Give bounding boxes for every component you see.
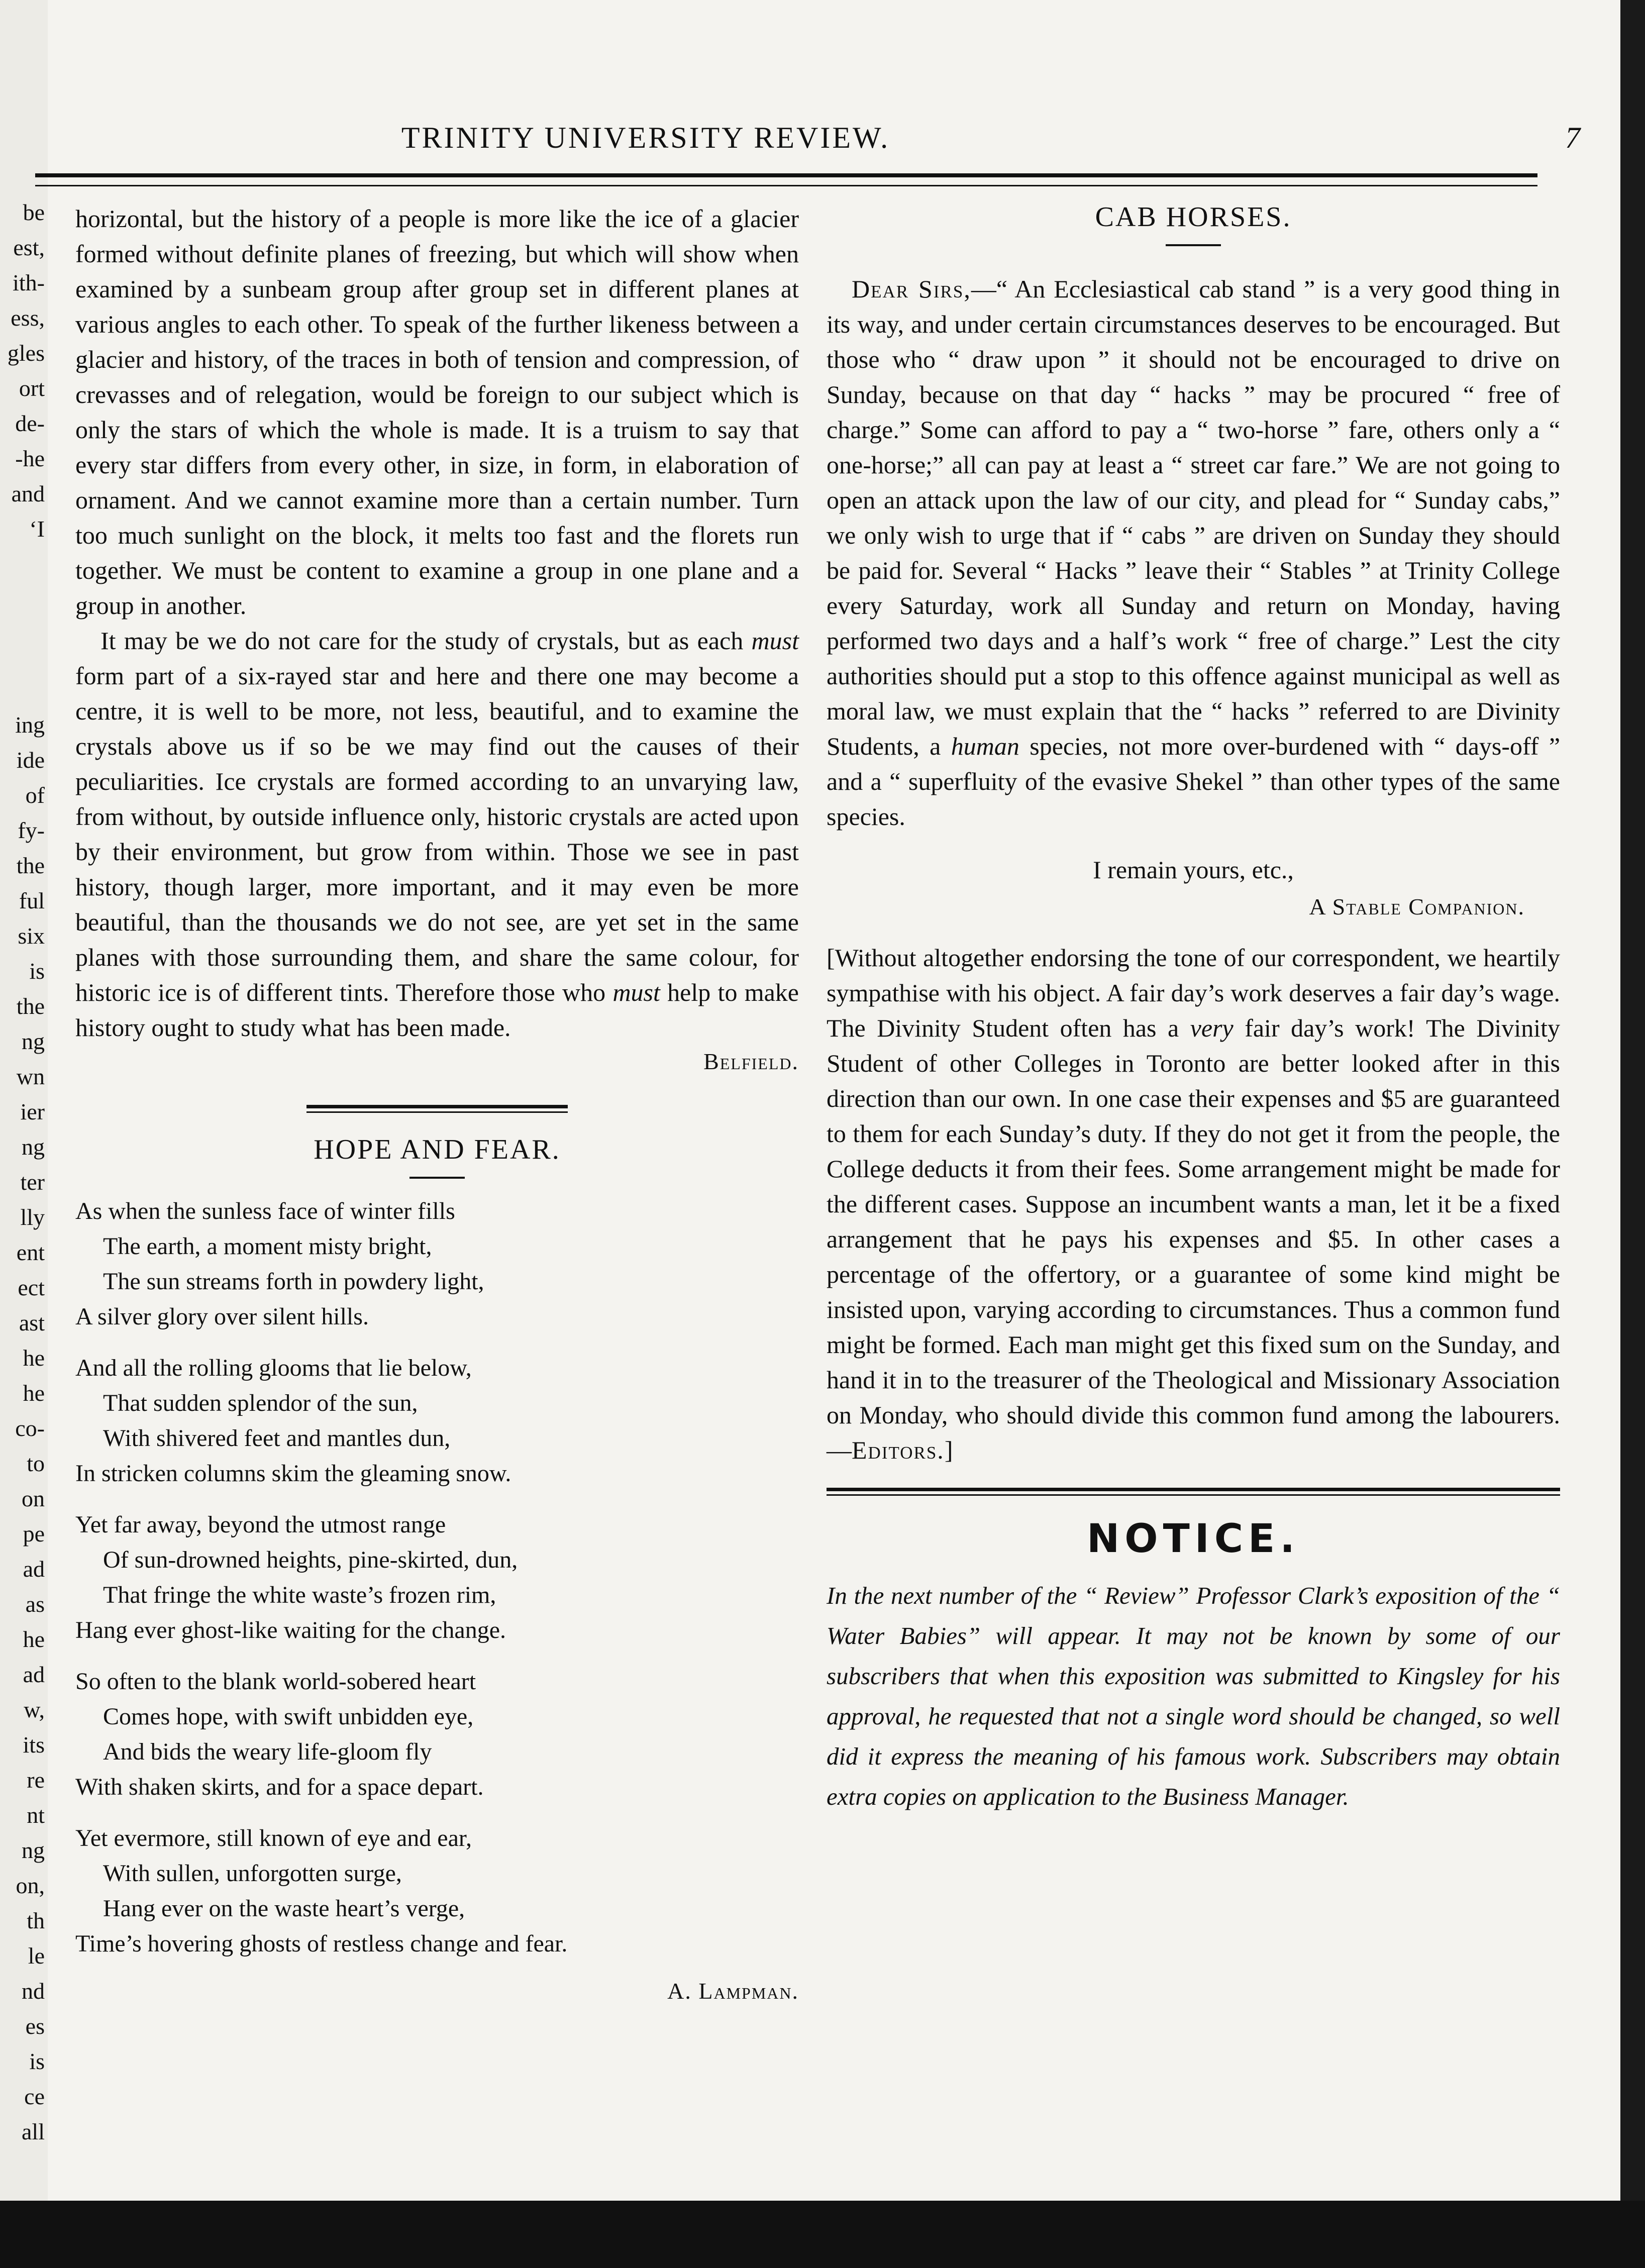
margin-fragment: lly bbox=[20, 1204, 45, 1230]
margin-fragment: its bbox=[23, 1732, 45, 1758]
margin-fragment: de- bbox=[15, 410, 45, 436]
margin-fragment: gles bbox=[7, 340, 45, 366]
poem-signature: A. Lampman. bbox=[667, 1978, 799, 2004]
margin-fragment: and bbox=[11, 481, 45, 506]
margin-fragment: six bbox=[18, 923, 45, 949]
poem-stanza bbox=[75, 1507, 799, 1648]
poem-line: As when the sunless face of winter fills bbox=[75, 1198, 455, 1224]
margin-fragment: he bbox=[23, 1626, 45, 1652]
margin-fragment: ‘I bbox=[29, 516, 45, 542]
poem-line: And bids the weary life-gloom fly bbox=[103, 1738, 432, 1765]
poem-line: Hang ever on the waste heart’s verge, bbox=[103, 1895, 465, 1922]
poem-line: Time’s hovering ghosts of restless change and fear. bbox=[75, 1930, 568, 1957]
margin-fragment: th bbox=[27, 1908, 45, 1933]
margin-fragment: of bbox=[25, 782, 45, 808]
poem-line: Comes hope, with swift unbidden eye, bbox=[103, 1703, 474, 1730]
margin-fragment: ith- bbox=[13, 270, 45, 295]
poem-title: HOPE AND FEAR. bbox=[314, 1134, 561, 1165]
margin-fragment: he bbox=[23, 1380, 45, 1406]
margin-fragment: ect bbox=[18, 1275, 45, 1300]
poem-line: The sun streams forth in powdery light, bbox=[103, 1268, 484, 1295]
margin-fragment: ad bbox=[23, 1556, 45, 1582]
margin-fragment: re bbox=[27, 1767, 45, 1793]
poem-stanza bbox=[75, 1664, 799, 1805]
margin-fragment: ort bbox=[19, 375, 45, 401]
margin-fragment: ide bbox=[16, 747, 45, 773]
margin-fragment: co- bbox=[15, 1415, 45, 1441]
journal-title: TRINITY UNIVERSITY REVIEW. bbox=[401, 121, 890, 154]
margin-fragment: ce bbox=[24, 2084, 45, 2109]
margin-fragment: ng bbox=[22, 1028, 45, 1054]
notice-body: In the next number of the “ Review” Professor Clark’s exposition of the “ Water Babies” will appear. It may not be known by some of our subscribers that when this exposition was submitted to Kingsley for his approval, he requested that not a single word should be changed, so well did it express the meaning of his famous work. Subscribers may obtain extra copies on application to the Business Manager. bbox=[827, 1582, 1560, 1810]
title-rule bbox=[1166, 244, 1221, 246]
margin-fragment: ess, bbox=[11, 305, 45, 331]
letter-signature: A Stable Companion. bbox=[1309, 894, 1525, 919]
poem-stanza bbox=[75, 1194, 799, 1334]
margin-fragment: the bbox=[16, 853, 45, 878]
margin-fragment: nt bbox=[27, 1802, 45, 1828]
margin-fragment: ng bbox=[22, 1837, 45, 1863]
margin-fragment: wn bbox=[16, 1064, 45, 1089]
poem-line: So often to the blank world-sobered heart bbox=[75, 1668, 476, 1695]
margin-fragment: -he bbox=[15, 446, 45, 471]
poem-stanza bbox=[75, 1821, 799, 1962]
notice-title: NOTICE. bbox=[1087, 1516, 1300, 1562]
header-rule bbox=[35, 173, 1537, 186]
margin-fragment: le bbox=[28, 1943, 45, 1969]
margin-fragment: on, bbox=[16, 1873, 45, 1898]
margin-fragment: ing bbox=[15, 712, 45, 738]
margin-fragment: es bbox=[25, 2013, 45, 2039]
page-number: 7 bbox=[1565, 121, 1580, 154]
margin-fragment: the bbox=[16, 993, 45, 1019]
poem-line: Yet far away, beyond the utmost range bbox=[75, 1511, 446, 1538]
margin-fragment: fy- bbox=[18, 817, 45, 843]
margin-fragment: pe bbox=[23, 1521, 45, 1547]
poem-line: A silver glory over silent hills. bbox=[75, 1303, 369, 1330]
poem-line: That fringe the white waste’s frozen rim, bbox=[103, 1582, 496, 1608]
margin-fragment: be bbox=[23, 199, 45, 225]
poem-line: Hang ever ghost-like waiting for the change. bbox=[75, 1617, 506, 1643]
article-signature: Belfield. bbox=[703, 1049, 799, 1074]
margin-fragment: on bbox=[22, 1486, 45, 1511]
letter-paragraph: Dear Sirs,—“ An Ecclesiastical cab stand ” is a very good thing in its way, and under certain circumstances deserves to be encouraged. But those who “ draw upon ” it should not be encouraged to drive on Sunday, because on that day “ hacks ” may be procured “ free of charge.” Some can afford to pay a “ two-horse ” fare, others only a “ one-horse;” all can pay at least a “ street car fare.” We are not going to open an attack upon the law of our city, and plead for “ Sunday cabs,” we only wish to urge that if “ cabs ” are driven on Sunday they should be paid for. Several “ Hacks ” leave their “ Stables ” at Trinity College every Saturday, work all Sunday and return on Monday, having performed two days and a half’s work “ free of charge.” Lest the city authorities should put a stop to this offence against municipal as well as moral law, we must explain that the “ hacks ” referred to are Divinity Students, a human species, not more over-burdened with “ days-off ” and a “ superfluity of the evasive Shekel ” than other types of the same species. bbox=[827, 275, 1561, 831]
scan-background bbox=[0, 2201, 1645, 2268]
margin-fragment: ng bbox=[22, 1134, 45, 1160]
poem-line: Of sun-drowned heights, pine-skirted, dun, bbox=[103, 1547, 518, 1573]
poem-line: With shivered feet and mantles dun, bbox=[103, 1425, 451, 1452]
margin-fragment: ast bbox=[19, 1310, 45, 1335]
left-column bbox=[75, 201, 799, 2004]
margin-fragment: all bbox=[22, 2119, 45, 2144]
poem-line: That sudden splendor of the sun, bbox=[103, 1390, 418, 1416]
margin-fragment: ter bbox=[20, 1169, 45, 1195]
poem-line: And all the rolling glooms that lie below, bbox=[75, 1355, 472, 1381]
margin-fragment: w, bbox=[24, 1697, 45, 1722]
poem-line: Yet evermore, still known of eye and ear, bbox=[75, 1825, 472, 1851]
editor-note: [Without altogether endorsing the tone of our correspondent, we heartily sympathise with his object. A fair day’s work deserves a fair day’s wage. The Divinity Student often has a very fair day’s work! The Divinity Student of other Colleges in Toronto are better looked after in this direction than our own. In one case their expenses and $5 are guaranteed to them for each Sunday’s duty. If they do not get it from the people, the College deducts it from their fees. Some arrangement might be made for the different cases. Suppose an incumbent wants a man, let it be a fixed arrangement that he pays his expenses and $5. In other cases a percentage of the offertory, or a guarantee of some kind might be insisted upon, varying according to circumstances. Thus a common fund might be formed. Each man might get this fixed sum on the Sunday, and hand it in to the treasurer of the Theological and Missionary Association on Monday, who should divide this common fund among the labourers.—Editors.] bbox=[827, 944, 1560, 1464]
margin-fragment: ad bbox=[23, 1662, 45, 1687]
margin-fragment: is bbox=[29, 958, 45, 984]
margin-fragment: ier bbox=[20, 1099, 45, 1124]
section-divider bbox=[306, 1105, 568, 1108]
poem-stanza bbox=[75, 1351, 799, 1491]
margin-fragment: as bbox=[25, 1591, 45, 1617]
poem-line: In stricken columns skim the gleaming snow. bbox=[75, 1460, 511, 1487]
poem-line: The earth, a moment misty bright, bbox=[103, 1233, 432, 1260]
article-title: CAB HORSES. bbox=[1095, 201, 1292, 233]
margin-fragment: he bbox=[23, 1345, 45, 1371]
margin-fragment: ent bbox=[16, 1240, 45, 1265]
margin-fragment: is bbox=[29, 2048, 45, 2074]
poem bbox=[75, 1194, 799, 1962]
poem-line: With shaken skirts, and for a space depart. bbox=[75, 1774, 484, 1800]
margin-fragment: to bbox=[27, 1451, 45, 1476]
letter-closing: I remain yours, etc., bbox=[1093, 856, 1294, 884]
section-divider bbox=[827, 1488, 1560, 1491]
poem-line: With sullen, unforgotten surge, bbox=[103, 1860, 402, 1887]
right-column bbox=[827, 201, 1560, 1817]
article-paragraph: horizontal, but the history of a people is more like the ice of a glacier formed without definite planes of freezing, but which will show when examined by a sunbeam group after group set in different planes at various angles to each other. To speak of the further likeness between a glacier and history, of the traces in both of tension and compression, of crevasses and of relegation, would be foreign to our subject which is only the stars of which the whole is made. It is a truism to say that every star differs from every other, in size, in form, in elaboration of ornament. And we cannot examine more than a certain number. Turn too much sunlight on the block, it melts too fast and the florets run together. We must be content to examine a group in one plane and a group in another. bbox=[75, 204, 799, 620]
title-rule bbox=[409, 1177, 465, 1179]
previous-page-margin bbox=[0, 0, 48, 2201]
article-paragraph: It may be we do not care for the study of crystals, but as each must form part of a six-rayed star and here and there one may become a centre, it is well to be more, not less, beautiful, and to examine the crystals above us if so be we may find out the causes of their peculiarities. Ice crystals are formed according to an unvarying law, from without, by outside influence only, historic crystals are acted upon by their environment, but grow from within. Those we see in past history, though larger, more important, and it may even be more beautiful, than the thousands we do not see, are yet set in the same planes with those surrounding them, and share the same colour, for historic ice is of different tints. Therefore those who must help to make history ought to study what has been made. bbox=[75, 627, 799, 1042]
page-header bbox=[78, 121, 1580, 166]
margin-fragment: nd bbox=[22, 1978, 45, 2004]
margin-fragment: ful bbox=[19, 888, 45, 913]
margin-fragment: est, bbox=[13, 235, 45, 260]
